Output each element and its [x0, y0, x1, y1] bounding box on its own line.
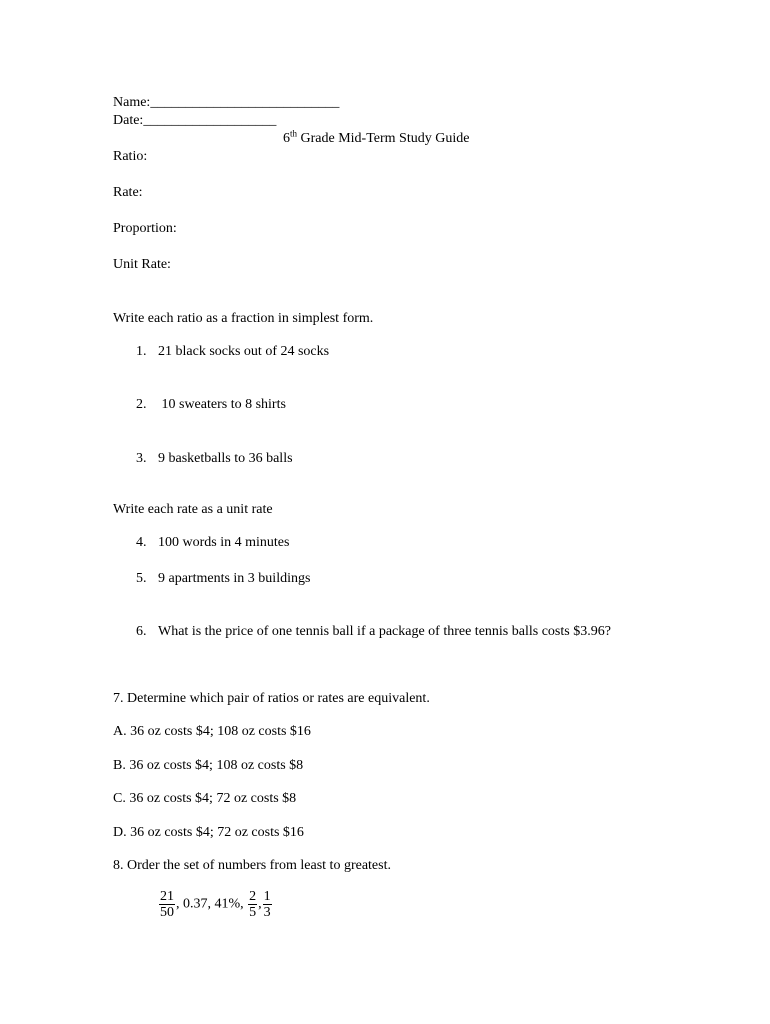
item-number: 5. — [136, 571, 147, 586]
number-set — [158, 889, 273, 920]
q7-option-b: B. 36 oz costs $4; 108 oz costs $8 — [113, 758, 304, 773]
section1-instruction: Write each ratio as a fraction in simplest form. — [113, 311, 374, 326]
fraction-1-3: $\frac{1}{3}$ — [263, 889, 271, 920]
vocab-ratio: Ratio: — [113, 149, 148, 164]
item-text: 10 sweaters to 8 shirts — [158, 397, 286, 412]
item-text: 100 words in 4 minutes — [158, 535, 290, 550]
number-list-middle: , 0.37, 41%, — [176, 896, 248, 912]
vocab-unit-rate: Unit Rate: — [113, 257, 171, 272]
fraction-21-50: $\frac{21}{50}$ — [160, 889, 174, 920]
title-superscript: th — [290, 128, 298, 139]
page-title — [283, 128, 470, 147]
list-item — [136, 624, 611, 640]
item-number: 6. — [136, 624, 147, 639]
title-grade: 6 — [283, 131, 290, 146]
title-rest: Grade Mid-Term Study Guide — [297, 131, 470, 146]
item-text: 9 apartments in 3 buildings — [158, 571, 311, 586]
item-number: 1. — [136, 344, 147, 359]
item-number: 4. — [136, 535, 147, 550]
item-text: 9 basketballs to 36 balls — [158, 451, 293, 466]
item-text: 21 black socks out of 24 socks — [158, 344, 330, 359]
item-number: 3. — [136, 451, 147, 466]
q7-prompt: 7. Determine which pair of ratios or rates are equivalent. — [113, 691, 430, 706]
list-item — [136, 451, 293, 467]
fraction-2-5: $\frac{2}{5}$ — [249, 889, 257, 920]
item-text: What is the price of one tennis ball if a package of three tennis balls costs $3.96? — [158, 624, 611, 639]
q7-option-d: D. 36 oz costs $4; 72 oz costs $16 — [113, 825, 304, 840]
q7-option-a: A. 36 oz costs $4; 108 oz costs $16 — [113, 724, 311, 739]
list-item — [136, 571, 310, 587]
vocab-proportion: Proportion: — [113, 221, 177, 236]
q8-prompt: 8. Order the set of numbers from least to greatest. — [113, 858, 391, 873]
list-item — [136, 397, 286, 413]
list-item — [136, 535, 289, 551]
list-item — [136, 344, 329, 360]
fraction-separator: , — [258, 896, 262, 912]
vocab-rate: Rate: — [113, 185, 143, 200]
name-line: Name:___________________________ — [113, 95, 340, 110]
date-line: Date:___________________ — [113, 113, 277, 128]
q7-option-c: C. 36 oz costs $4; 72 oz costs $8 — [113, 791, 297, 806]
section2-instruction: Write each rate as a unit rate — [113, 502, 273, 517]
item-number: 2. — [136, 397, 147, 412]
